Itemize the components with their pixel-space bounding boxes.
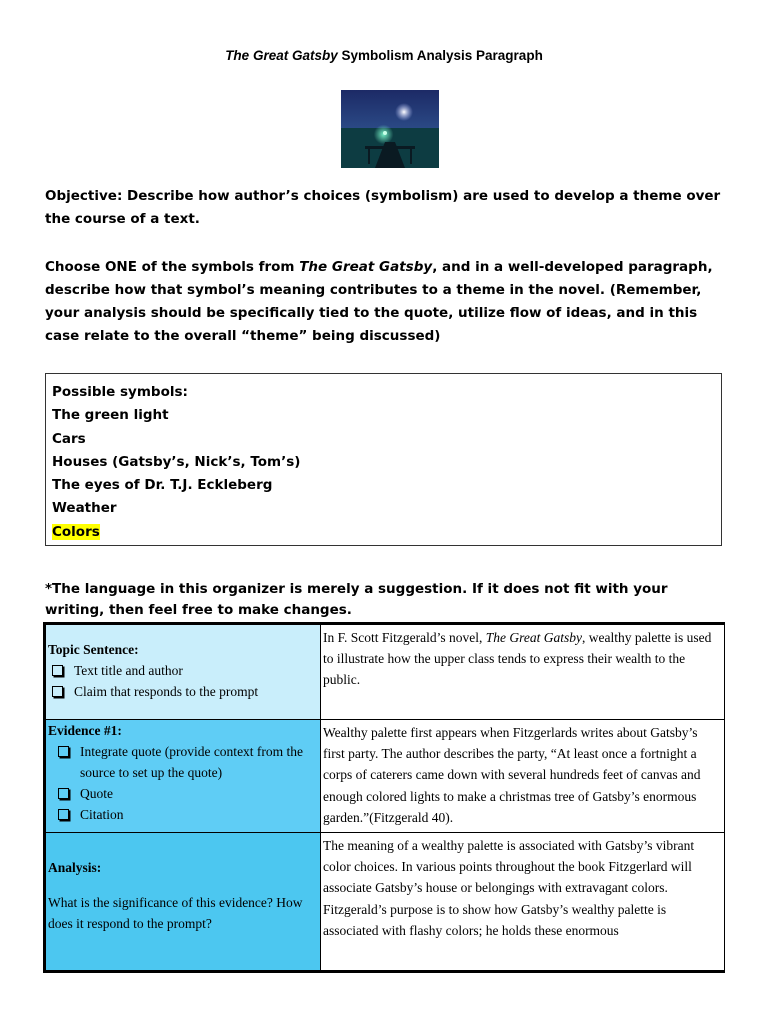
checklist-item: Text title and author: [48, 660, 320, 681]
checkbox-icon: [58, 809, 69, 820]
checkbox-icon: [52, 665, 63, 676]
checklist-item: Integrate quote (provide context from the source to set up the quote): [48, 741, 320, 783]
symbol-item: The eyes of Dr. T.J. Eckleberg: [52, 477, 273, 494]
checklist-item: Claim that responds to the prompt: [48, 681, 320, 702]
checkbox-icon: [58, 746, 69, 757]
page-title: The Great Gatsby Symbolism Analysis Paragraph: [225, 48, 543, 63]
evidence-row: [45, 720, 725, 833]
topic-sentence-response-cell: In F. Scott Fitzgerald’s novel, The Great Gatsby, wealthy palette is used to illustrate how the upper class tends to express their wealth to the public.: [321, 624, 725, 720]
topic-sentence-row: [45, 624, 725, 720]
symbol-item: The green light: [52, 407, 169, 424]
checklist-item: Quote: [48, 783, 320, 804]
analysis-row: [45, 833, 725, 972]
symbol-item: Houses (Gatsby’s, Nick’s, Tom’s): [52, 453, 301, 470]
objective-paragraph: Objective: Describe how author’s choices (symbolism) are used to develop a theme over the course of a text.: [45, 188, 721, 227]
organizer-note: *The language in this organizer is merely a suggestion. If it does not fit with your writing, then feel free to make changes.: [45, 581, 668, 618]
symbol-item-highlighted: Colors: [52, 523, 100, 540]
instructions-paragraph: Choose ONE of the symbols from The Great Gatsby, and in a well-developed paragraph, describe how that symbol’s meaning contributes to a theme in the novel. (Remember, your analysis should be specifically tied to the quote, utilize flow of ideas, and in this case relate to the overall “theme” being discussed): [45, 259, 713, 344]
analysis-label: Analysis:: [48, 860, 102, 875]
topic-sentence-label: Topic Sentence:: [48, 642, 139, 657]
symbol-item: Cars: [52, 430, 86, 447]
green-light-dock-image: [341, 90, 439, 168]
possible-symbols-box: [45, 373, 722, 546]
symbol-item: Weather: [52, 500, 117, 517]
checklist-item: Citation: [48, 804, 320, 825]
topic-sentence-prompt-cell: [45, 624, 321, 720]
checkbox-icon: [52, 686, 63, 697]
paragraph-organizer-table: [43, 622, 725, 973]
evidence-prompt-cell: [45, 720, 321, 833]
evidence-label: Evidence #1:: [48, 723, 122, 738]
checkbox-icon: [58, 788, 69, 799]
evidence-response-cell: Wealthy palette first appears when Fitzgerlards writes about Gatsby’s first party. The author describes the party, “At least once a fortnight a corps of caterers came down with several hundreds feet of canvas and enough colored lights to make a christmas tree of Gatsby’s enormous garden.”(Fitzgerald 40).: [321, 720, 725, 833]
symbols-heading: Possible symbols:: [52, 384, 188, 400]
green-light-dock-illustration: [341, 90, 439, 168]
analysis-question: What is the significance of this evidence? How does it respond to the prompt?: [48, 895, 303, 931]
analysis-response-cell: The meaning of a wealthy palette is associated with Gatsby’s vibrant color choices. In various points throughout the book Fitzgerlard will associate Gatsby’s house or belongings with extravagant colors. Fitzgerald’s purpose is to show how Gatsby’s wealthy palette is associated with flashy colors; he holds these enormous: [321, 833, 725, 972]
analysis-prompt-cell: [45, 833, 321, 972]
